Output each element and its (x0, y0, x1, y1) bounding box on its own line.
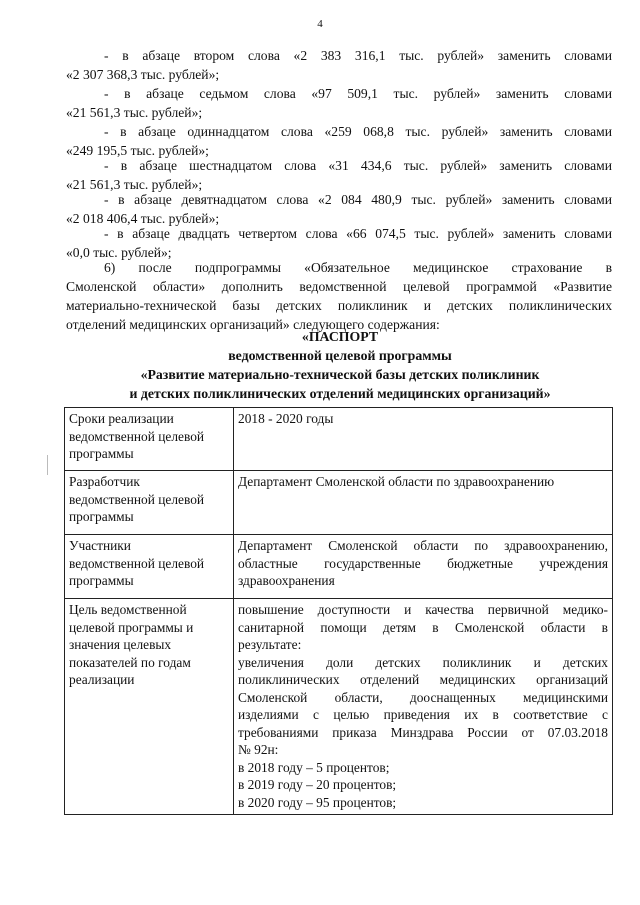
row-label-cell (65, 471, 234, 535)
amendment-line: - в абзаце девятнадцатом слова «2 084 480,9 тыс. рублей» заменить словами (104, 192, 612, 207)
row-label-cell (65, 408, 234, 471)
row-value-line: поликлинических отделений медицинских организаций (238, 672, 608, 687)
row-label-line: ведомственной целевой (69, 555, 205, 571)
row-label-line: программы (69, 509, 134, 524)
amendment-paragraph-1 (66, 46, 612, 84)
item-6-line: отделений медицинских организаций» следующего содержания: (66, 317, 440, 332)
row-label-cell (65, 599, 234, 815)
row-value-cell (234, 599, 613, 815)
table-row (65, 408, 613, 471)
passport-title (60, 327, 620, 403)
amendment-line: «249 195,5 тыс. рублей»; (66, 143, 209, 158)
amendment-paragraph-3 (66, 122, 612, 160)
row-label-line: Цель ведомственной (69, 602, 187, 617)
table-row (65, 599, 613, 815)
row-label-line: ведомственной целевой (69, 491, 205, 507)
row-label-cell (65, 535, 234, 599)
item-6-line: Смоленской области» дополнить ведомственной целевой программой «Развитие (66, 279, 612, 294)
row-label-line: программы (69, 573, 134, 588)
row-value-line: в 2019 году – 20 процентов; (238, 777, 397, 792)
row-value-cell (234, 408, 613, 471)
row-value-line: требованиями приказа Минздрава России от 07.03.2018 (238, 724, 608, 740)
margin-mark (47, 455, 48, 475)
row-label-line: ведомственной целевой (69, 428, 205, 444)
row-value-line: 2018 - 2020 годы (238, 411, 334, 426)
row-value-line: Департамент Смоленской области по здравоохранению (238, 474, 555, 489)
passport-table (64, 407, 613, 815)
row-label-line: Участники (69, 538, 131, 553)
passport-title-line: ведомственной целевой программы (228, 348, 452, 363)
row-value-line: повышение доступности и качества первичной медико- (238, 602, 608, 617)
amendment-line: «2 018 406,4 тыс. рублей»; (66, 211, 220, 226)
amendment-paragraph-4 (66, 156, 612, 194)
row-value-line: в 2020 году – 95 процентов; (238, 794, 397, 810)
row-label-line: реализации (69, 672, 135, 687)
page-number: 4 (317, 18, 323, 30)
row-label-line: показателей по годам (69, 654, 191, 670)
row-value-line: областные государственные бюджетные учреждения (238, 555, 608, 571)
amendment-line: «0,0 тыс. рублей»; (66, 245, 172, 260)
row-label-line: программы (69, 446, 134, 461)
row-value-line: здравоохранения (238, 573, 335, 588)
passport-title-line: «Развитие материально-технической базы детских поликлиник (140, 367, 540, 382)
table-row (65, 535, 613, 599)
row-value-line: увеличения доли детских поликлиник и детских (238, 654, 608, 670)
passport-title-line: и детских поликлинических отделений медицинских организаций» (129, 386, 551, 401)
amendment-line: - в абзаце седьмом слова «97 509,1 тыс. рублей» заменить словами (104, 86, 612, 101)
row-value-line: № 92н: (238, 742, 279, 757)
amendment-paragraph-5 (66, 190, 612, 228)
row-label-line: целевой программы и (69, 619, 194, 635)
table-row (65, 471, 613, 535)
row-value-line: результате: (238, 637, 302, 652)
amendment-line: «21 561,3 тыс. рублей»; (66, 105, 203, 120)
amendment-line: «21 561,3 тыс. рублей»; (66, 177, 203, 192)
amendment-line: - в абзаце двадцать четвертом слова «66 074,5 тыс. рублей» заменить словами (104, 226, 612, 241)
item-6-line: 6) после подпрограммы «Обязательное медицинское страхование в (104, 260, 612, 275)
row-value-line: санитарной помощи детям в Смоленской области в (238, 619, 608, 635)
item-6-line: материально-технической базы детских поликлиник и детских поликлинических (66, 298, 612, 313)
row-value-line: Смоленской области, дооснащенных медицинскими (238, 689, 608, 705)
row-label-line: Сроки реализации (69, 411, 174, 426)
amendment-line: - в абзаце одиннадцатом слова «259 068,8 тыс. рублей» заменить словами (104, 124, 612, 139)
row-value-line: Департамент Смоленской области по здравоохранению, (238, 538, 608, 553)
row-value-cell (234, 535, 613, 599)
row-label-line: значения целевых (69, 637, 172, 652)
amendment-line: - в абзаце шестнадцатом слова «31 434,6 тыс. рублей» заменить словами (104, 158, 612, 173)
row-label-line: Разработчик (69, 474, 140, 489)
item-6-paragraph (66, 258, 612, 334)
amendment-paragraph-2 (66, 84, 612, 122)
amendment-line: - в абзаце втором слова «2 383 316,1 тыс. рублей» заменить словами (104, 48, 612, 63)
amendment-paragraph-6 (66, 224, 612, 262)
row-value-cell (234, 471, 613, 535)
row-value-line: изделиями с целью приведения их в соответствие с (238, 707, 608, 722)
amendment-line: «2 307 368,3 тыс. рублей»; (66, 67, 220, 82)
row-value-line: в 2018 году – 5 процентов; (238, 759, 390, 775)
passport-title-line: «ПАСПОРТ (301, 329, 379, 344)
